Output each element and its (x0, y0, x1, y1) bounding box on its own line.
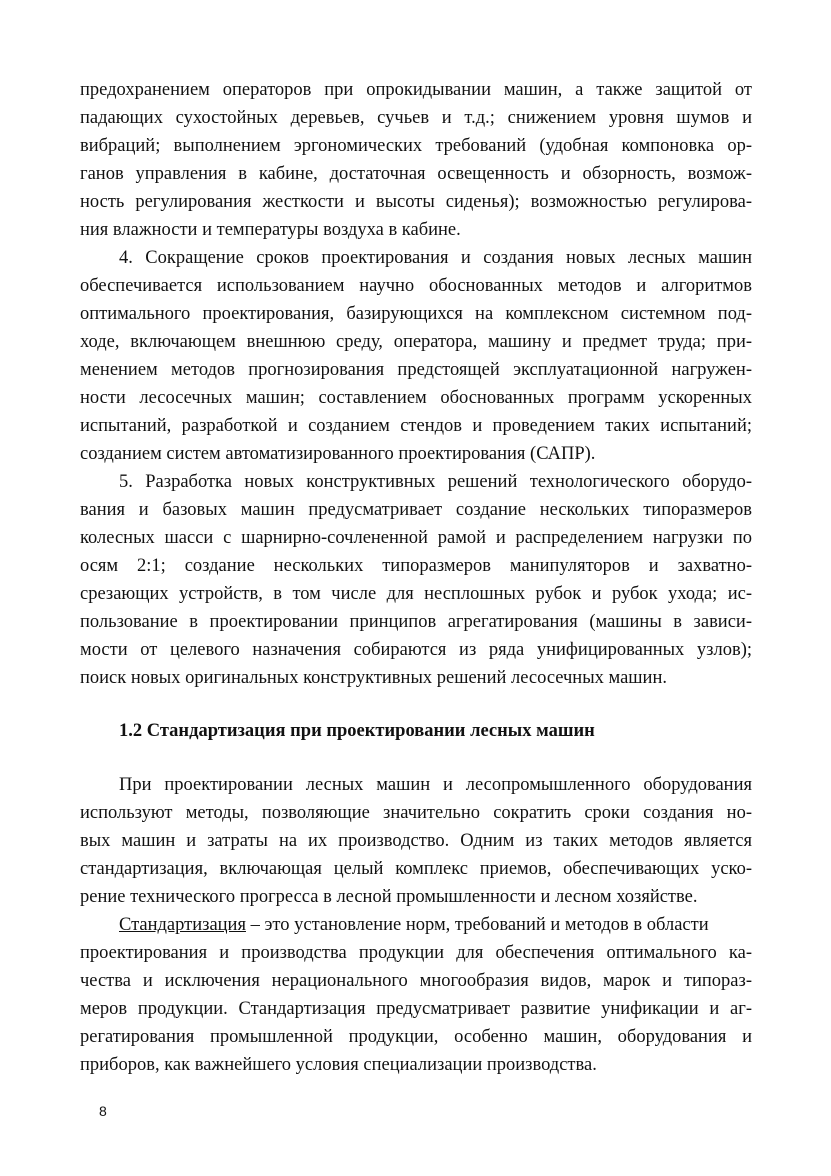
paragraph-line: созданием систем автоматизированного проектирования (САПР). (80, 444, 596, 464)
paragraph-line: пользование в проектировании принципов агрегатирования (машины в зависи- (80, 612, 752, 632)
paragraph-2 (80, 244, 752, 468)
paragraph-line: ности лесосечных машин; составлением обоснованных программ ускоренных (80, 388, 752, 408)
paragraph-line: поиск новых оригинальных конструктивных решений лесосечных машин. (80, 668, 667, 688)
paragraph-line: чества и исключения нерационального многообразия видов, марок и типораз- (80, 971, 752, 991)
document-page (80, 76, 752, 1079)
paragraph-line: осям 2:1; создание нескольких типоразмеров манипуляторов и захватно- (80, 556, 752, 576)
paragraph-line: рение технического прогресса в лесной промышленности и лесном хозяйстве. (80, 887, 698, 907)
paragraph-1 (80, 76, 752, 244)
heading-spacer (80, 745, 752, 771)
page-number: 8 (99, 1103, 107, 1119)
paragraph-line: регатирования промышленной продукции, особенно машин, оборудования и (80, 1027, 752, 1047)
paragraph-line: 4. Сокращение сроков проектирования и создания новых лесных машин (119, 248, 752, 268)
paragraph-line: срезающих устройств, в том числе для несплошных рубок и рубок ухода; ис- (80, 584, 752, 604)
paragraph-line: вых машин и затраты на их производство. Одним из таких методов является (80, 831, 752, 851)
paragraph-line: используют методы, позволяющие значительно сократить сроки создания но- (80, 803, 752, 823)
paragraph-line: предохранением операторов при опрокидывании машин, а также защитой от (80, 80, 752, 100)
paragraph-line: падающих сухостойных деревьев, сучьев и т.д.; снижением уровня шумов и (80, 108, 752, 128)
paragraph-5 (80, 911, 752, 1079)
paragraph-line: испытаний, разработкой и созданием стендов и проведением таких испытаний; (80, 416, 752, 436)
definition-start: – это установление норм, требований и методов в области (245, 915, 709, 935)
paragraph-line: приборов, как важнейшего условия специализации производства. (80, 1055, 597, 1075)
paragraph-line: проектирования и производства продукции для обеспечения оптимального ка- (80, 943, 752, 963)
paragraph-line: меров продукции. Стандартизация предусматривает развитие унификации и аг- (80, 999, 752, 1019)
paragraph-line: колесных шасси с шарнирно-сочлененной рамой и распределением нагрузки по (80, 528, 752, 548)
paragraph-line: стандартизация, включающая целый комплекс приемов, обеспечивающих уско- (80, 859, 752, 879)
paragraph-4 (80, 771, 752, 911)
paragraph-line: менением методов прогнозирования предстоящей эксплуатационной нагружен- (80, 360, 752, 380)
paragraph-line: оптимального проектирования, базирующихся на комплексном системном под- (80, 304, 752, 324)
paragraph-line: ганов управления в кабине, достаточная освещенность и обзорность, возмож- (80, 164, 752, 184)
paragraph-line: 5. Разработка новых конструктивных решений технологического оборудо- (119, 472, 752, 492)
section-heading: 1.2 Стандартизация при проектировании лесных машин (119, 721, 595, 741)
paragraph-line: вибраций; выполнением эргономических требований (удобная компоновка ор- (80, 136, 752, 156)
paragraph-line: мости от целевого назначения собираются из ряда унифицированных узлов); (80, 640, 752, 660)
paragraph-line: ходе, включающем внешнюю среду, оператора, машину и предмет труда; при- (80, 332, 752, 352)
defined-term: Стандартизация (119, 915, 246, 935)
paragraph-line: ность регулирования жесткости и высоты сиденья); возможностью регулирова- (80, 192, 752, 212)
paragraph-3 (80, 468, 752, 692)
paragraph-line: вания и базовых машин предусматривает создание нескольких типоразмеров (80, 500, 752, 520)
paragraph-line: ния влажности и температуры воздуха в кабине. (80, 220, 461, 240)
paragraph-first-line (80, 911, 752, 939)
paragraph-line: обеспечивается использованием научно обоснованных методов и алгоритмов (80, 276, 752, 296)
paragraph-line: При проектировании лесных машин и лесопромышленного оборудования (119, 775, 752, 795)
